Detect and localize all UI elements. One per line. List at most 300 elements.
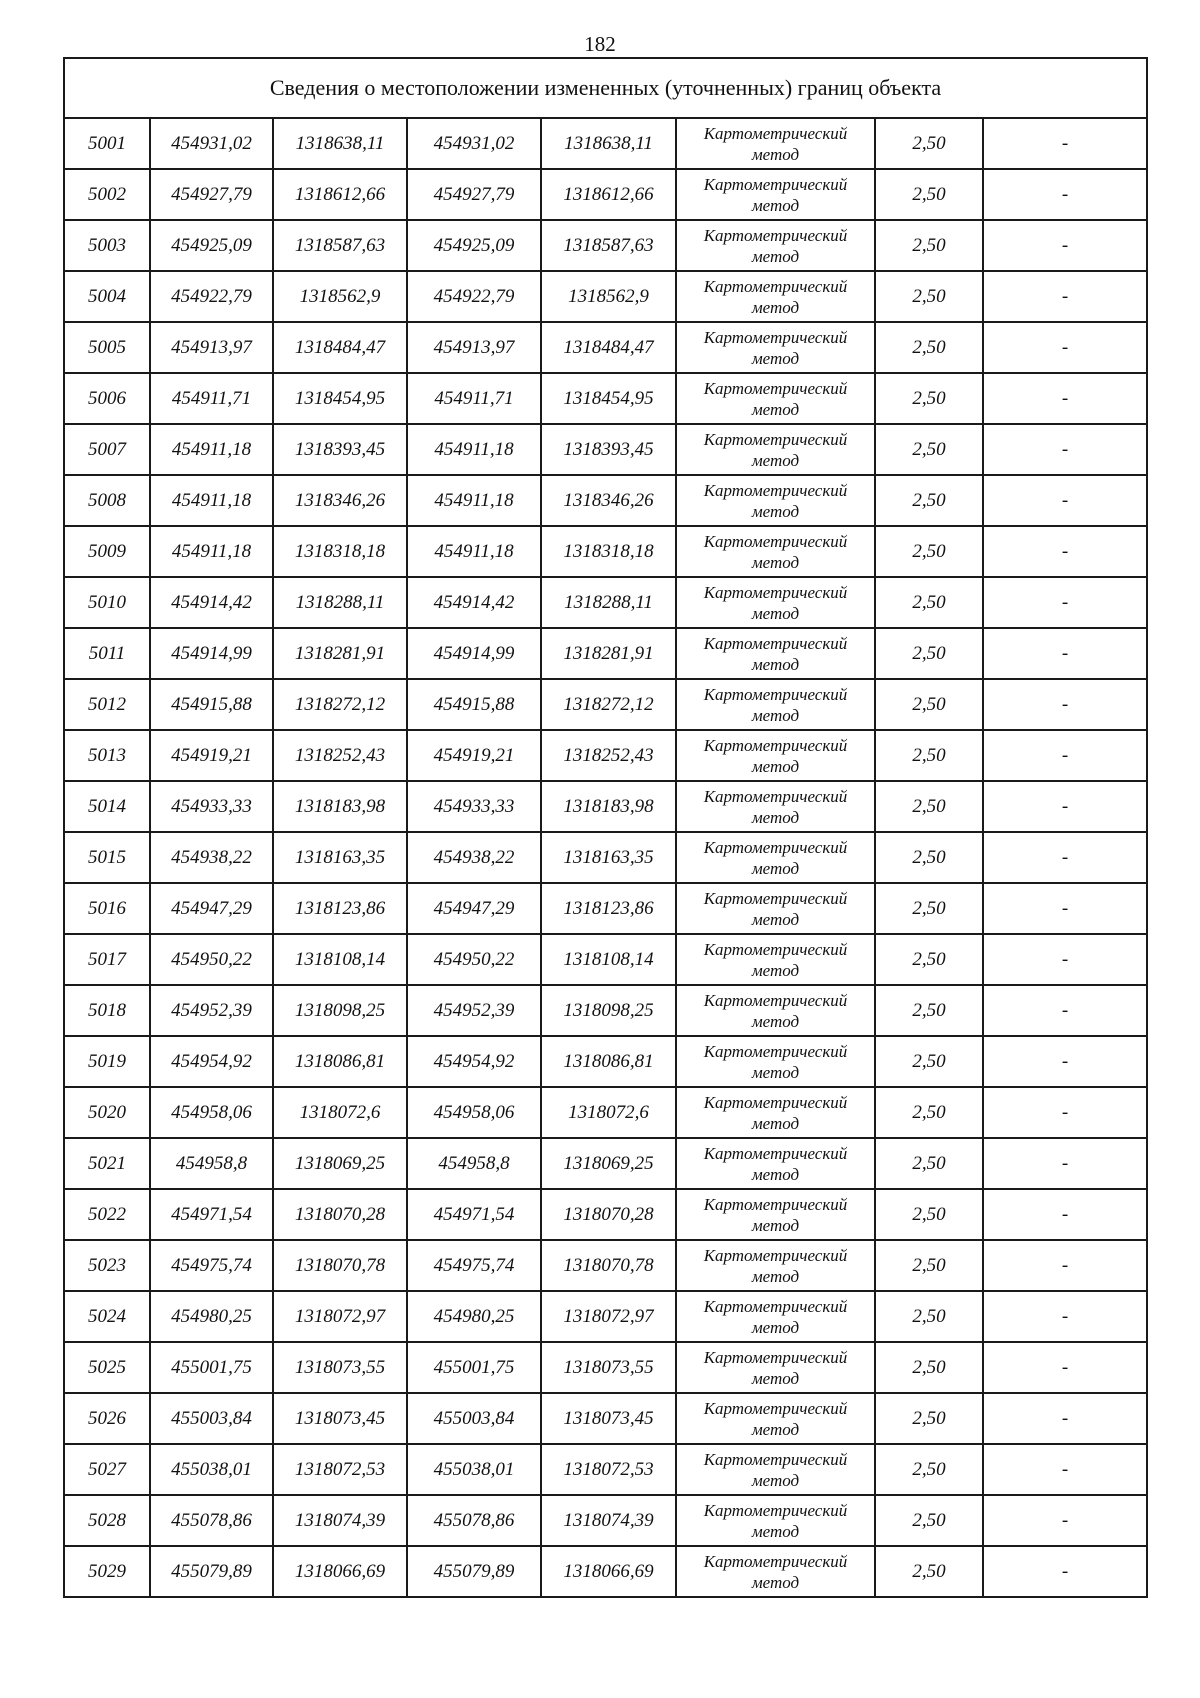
method-line-2: метод xyxy=(751,1419,800,1439)
y-new-cell: 1318393,45 xyxy=(541,424,676,475)
x-new-cell: 454915,88 xyxy=(407,679,541,730)
note-cell: - xyxy=(983,169,1147,220)
method-line-2: метод xyxy=(751,450,800,470)
table-row xyxy=(64,373,1147,424)
table-row xyxy=(64,1393,1147,1444)
note-cell: - xyxy=(983,1189,1147,1240)
note-cell: - xyxy=(983,220,1147,271)
x-new-cell: 454980,25 xyxy=(407,1291,541,1342)
method-cell xyxy=(676,679,875,730)
boundary-coordinates-table xyxy=(63,57,1148,1598)
x-old-cell: 454958,8 xyxy=(150,1138,273,1189)
table-row xyxy=(64,424,1147,475)
y-old-cell: 1318454,95 xyxy=(273,373,407,424)
method-line-2: метод xyxy=(751,807,800,827)
method-line-2: метод xyxy=(751,399,800,419)
method-line-1: Картометрический xyxy=(703,327,848,347)
y-old-cell: 1318163,35 xyxy=(273,832,407,883)
x-old-cell: 454911,18 xyxy=(150,526,273,577)
method-line-1: Картометрический xyxy=(703,633,848,653)
y-old-cell: 1318098,25 xyxy=(273,985,407,1036)
method-line-2: метод xyxy=(751,297,800,317)
accuracy-cell: 2,50 xyxy=(875,1495,983,1546)
y-old-cell: 1318281,91 xyxy=(273,628,407,679)
method-line-2: метод xyxy=(751,1164,800,1184)
table-row xyxy=(64,271,1147,322)
method-cell xyxy=(676,883,875,934)
y-old-cell: 1318072,6 xyxy=(273,1087,407,1138)
accuracy-cell: 2,50 xyxy=(875,832,983,883)
y-new-cell: 1318074,39 xyxy=(541,1495,676,1546)
y-new-cell: 1318072,97 xyxy=(541,1291,676,1342)
method-cell xyxy=(676,118,875,169)
point-number-cell: 5013 xyxy=(64,730,150,781)
method-line-1: Картометрический xyxy=(703,1245,848,1265)
note-cell: - xyxy=(983,628,1147,679)
y-old-cell: 1318070,78 xyxy=(273,1240,407,1291)
table-caption: Сведения о местоположении измененных (уточненных) границ объекта xyxy=(64,58,1147,118)
table-row xyxy=(64,577,1147,628)
note-cell: - xyxy=(983,577,1147,628)
method-line-2: метод xyxy=(751,195,800,215)
method-line-2: метод xyxy=(751,756,800,776)
table-row xyxy=(64,985,1147,1036)
y-new-cell: 1318288,11 xyxy=(541,577,676,628)
x-old-cell: 454915,88 xyxy=(150,679,273,730)
y-old-cell: 1318123,86 xyxy=(273,883,407,934)
method-line-1: Картометрический xyxy=(703,378,848,398)
method-cell xyxy=(676,1393,875,1444)
x-new-cell: 454913,97 xyxy=(407,322,541,373)
y-new-cell: 1318086,81 xyxy=(541,1036,676,1087)
accuracy-cell: 2,50 xyxy=(875,475,983,526)
method-line-2: метод xyxy=(751,552,800,572)
method-cell xyxy=(676,1291,875,1342)
y-new-cell: 1318281,91 xyxy=(541,628,676,679)
x-old-cell: 454954,92 xyxy=(150,1036,273,1087)
x-old-cell: 454922,79 xyxy=(150,271,273,322)
y-old-cell: 1318086,81 xyxy=(273,1036,407,1087)
y-old-cell: 1318587,63 xyxy=(273,220,407,271)
x-new-cell: 454911,18 xyxy=(407,424,541,475)
y-new-cell: 1318346,26 xyxy=(541,475,676,526)
y-new-cell: 1318318,18 xyxy=(541,526,676,577)
x-new-cell: 454952,39 xyxy=(407,985,541,1036)
method-line-2: метод xyxy=(751,603,800,623)
table-row xyxy=(64,781,1147,832)
accuracy-cell: 2,50 xyxy=(875,1342,983,1393)
x-old-cell: 454971,54 xyxy=(150,1189,273,1240)
x-old-cell: 454947,29 xyxy=(150,883,273,934)
method-cell xyxy=(676,1546,875,1597)
point-number-cell: 5002 xyxy=(64,169,150,220)
accuracy-cell: 2,50 xyxy=(875,271,983,322)
note-cell: - xyxy=(983,730,1147,781)
y-new-cell: 1318070,28 xyxy=(541,1189,676,1240)
x-old-cell: 454931,02 xyxy=(150,118,273,169)
note-cell: - xyxy=(983,322,1147,373)
method-line-1: Картометрический xyxy=(703,174,848,194)
point-number-cell: 5009 xyxy=(64,526,150,577)
y-old-cell: 1318272,12 xyxy=(273,679,407,730)
note-cell: - xyxy=(983,1087,1147,1138)
point-number-cell: 5001 xyxy=(64,118,150,169)
method-line-2: метод xyxy=(751,348,800,368)
method-cell xyxy=(676,781,875,832)
accuracy-cell: 2,50 xyxy=(875,985,983,1036)
note-cell: - xyxy=(983,1138,1147,1189)
method-cell xyxy=(676,985,875,1036)
table-row xyxy=(64,730,1147,781)
y-old-cell: 1318183,98 xyxy=(273,781,407,832)
table-row xyxy=(64,628,1147,679)
point-number-cell: 5029 xyxy=(64,1546,150,1597)
method-line-1: Картометрический xyxy=(703,888,848,908)
x-old-cell: 454950,22 xyxy=(150,934,273,985)
x-old-cell: 454980,25 xyxy=(150,1291,273,1342)
method-cell xyxy=(676,271,875,322)
method-line-1: Картометрический xyxy=(703,1143,848,1163)
table-row xyxy=(64,169,1147,220)
point-number-cell: 5011 xyxy=(64,628,150,679)
note-cell: - xyxy=(983,1342,1147,1393)
y-new-cell: 1318454,95 xyxy=(541,373,676,424)
x-old-cell: 455001,75 xyxy=(150,1342,273,1393)
method-cell xyxy=(676,1138,875,1189)
note-cell: - xyxy=(983,934,1147,985)
note-cell: - xyxy=(983,1291,1147,1342)
note-cell: - xyxy=(983,271,1147,322)
point-number-cell: 5016 xyxy=(64,883,150,934)
accuracy-cell: 2,50 xyxy=(875,1393,983,1444)
x-old-cell: 454911,18 xyxy=(150,475,273,526)
method-line-1: Картометрический xyxy=(703,123,848,143)
method-cell xyxy=(676,832,875,883)
note-cell: - xyxy=(983,1036,1147,1087)
point-number-cell: 5022 xyxy=(64,1189,150,1240)
y-old-cell: 1318288,11 xyxy=(273,577,407,628)
accuracy-cell: 2,50 xyxy=(875,169,983,220)
accuracy-cell: 2,50 xyxy=(875,1291,983,1342)
method-cell xyxy=(676,934,875,985)
x-old-cell: 454913,97 xyxy=(150,322,273,373)
accuracy-cell: 2,50 xyxy=(875,883,983,934)
point-number-cell: 5003 xyxy=(64,220,150,271)
x-new-cell: 454925,09 xyxy=(407,220,541,271)
x-old-cell: 454911,18 xyxy=(150,424,273,475)
table-row xyxy=(64,1444,1147,1495)
method-line-1: Картометрический xyxy=(703,582,848,602)
method-cell xyxy=(676,220,875,271)
note-cell: - xyxy=(983,373,1147,424)
note-cell: - xyxy=(983,1240,1147,1291)
table-row xyxy=(64,1342,1147,1393)
x-old-cell: 454952,39 xyxy=(150,985,273,1036)
x-new-cell: 454958,8 xyxy=(407,1138,541,1189)
method-line-2: метод xyxy=(751,1062,800,1082)
method-line-2: метод xyxy=(751,1011,800,1031)
method-line-1: Картометрический xyxy=(703,837,848,857)
x-old-cell: 454938,22 xyxy=(150,832,273,883)
method-line-1: Картометрический xyxy=(703,939,848,959)
y-new-cell: 1318073,45 xyxy=(541,1393,676,1444)
y-old-cell: 1318066,69 xyxy=(273,1546,407,1597)
note-cell: - xyxy=(983,1393,1147,1444)
x-old-cell: 455078,86 xyxy=(150,1495,273,1546)
table-row xyxy=(64,322,1147,373)
accuracy-cell: 2,50 xyxy=(875,1036,983,1087)
y-new-cell: 1318108,14 xyxy=(541,934,676,985)
y-old-cell: 1318108,14 xyxy=(273,934,407,985)
x-new-cell: 455001,75 xyxy=(407,1342,541,1393)
x-new-cell: 454933,33 xyxy=(407,781,541,832)
table-row xyxy=(64,1087,1147,1138)
page-number: 182 xyxy=(584,32,616,56)
x-new-cell: 455078,86 xyxy=(407,1495,541,1546)
method-cell xyxy=(676,424,875,475)
x-old-cell: 455003,84 xyxy=(150,1393,273,1444)
note-cell: - xyxy=(983,832,1147,883)
y-old-cell: 1318074,39 xyxy=(273,1495,407,1546)
x-old-cell: 454919,21 xyxy=(150,730,273,781)
point-number-cell: 5024 xyxy=(64,1291,150,1342)
point-number-cell: 5004 xyxy=(64,271,150,322)
y-old-cell: 1318070,28 xyxy=(273,1189,407,1240)
method-line-2: метод xyxy=(751,1572,800,1592)
method-line-1: Картометрический xyxy=(703,1449,848,1469)
method-line-2: метод xyxy=(751,654,800,674)
x-old-cell: 455038,01 xyxy=(150,1444,273,1495)
accuracy-cell: 2,50 xyxy=(875,730,983,781)
method-line-1: Картометрический xyxy=(703,1092,848,1112)
table-row xyxy=(64,118,1147,169)
x-new-cell: 454931,02 xyxy=(407,118,541,169)
table-row xyxy=(64,934,1147,985)
x-new-cell: 454938,22 xyxy=(407,832,541,883)
y-old-cell: 1318073,55 xyxy=(273,1342,407,1393)
table-row xyxy=(64,1036,1147,1087)
note-cell: - xyxy=(983,679,1147,730)
accuracy-cell: 2,50 xyxy=(875,1087,983,1138)
method-cell xyxy=(676,1444,875,1495)
y-new-cell: 1318123,86 xyxy=(541,883,676,934)
accuracy-cell: 2,50 xyxy=(875,628,983,679)
x-new-cell: 455079,89 xyxy=(407,1546,541,1597)
method-cell xyxy=(676,730,875,781)
point-number-cell: 5028 xyxy=(64,1495,150,1546)
method-line-2: метод xyxy=(751,1368,800,1388)
method-line-2: метод xyxy=(751,1317,800,1337)
point-number-cell: 5026 xyxy=(64,1393,150,1444)
method-line-1: Картометрический xyxy=(703,276,848,296)
note-cell: - xyxy=(983,1495,1147,1546)
point-number-cell: 5017 xyxy=(64,934,150,985)
point-number-cell: 5015 xyxy=(64,832,150,883)
point-number-cell: 5014 xyxy=(64,781,150,832)
accuracy-cell: 2,50 xyxy=(875,526,983,577)
y-old-cell: 1318318,18 xyxy=(273,526,407,577)
point-number-cell: 5023 xyxy=(64,1240,150,1291)
method-line-2: метод xyxy=(751,705,800,725)
method-line-2: метод xyxy=(751,246,800,266)
method-line-2: метод xyxy=(751,909,800,929)
y-new-cell: 1318638,11 xyxy=(541,118,676,169)
method-line-1: Картометрический xyxy=(703,1194,848,1214)
y-old-cell: 1318393,45 xyxy=(273,424,407,475)
accuracy-cell: 2,50 xyxy=(875,373,983,424)
method-line-2: метод xyxy=(751,1470,800,1490)
x-old-cell: 455079,89 xyxy=(150,1546,273,1597)
y-new-cell: 1318562,9 xyxy=(541,271,676,322)
x-old-cell: 454914,99 xyxy=(150,628,273,679)
table-row xyxy=(64,1240,1147,1291)
y-old-cell: 1318612,66 xyxy=(273,169,407,220)
x-old-cell: 454914,42 xyxy=(150,577,273,628)
accuracy-cell: 2,50 xyxy=(875,679,983,730)
note-cell: - xyxy=(983,526,1147,577)
x-new-cell: 454975,74 xyxy=(407,1240,541,1291)
point-number-cell: 5018 xyxy=(64,985,150,1036)
table-row xyxy=(64,883,1147,934)
point-number-cell: 5005 xyxy=(64,322,150,373)
x-new-cell: 454971,54 xyxy=(407,1189,541,1240)
table-row xyxy=(64,1495,1147,1546)
point-number-cell: 5025 xyxy=(64,1342,150,1393)
method-line-2: метод xyxy=(751,1215,800,1235)
method-line-1: Картометрический xyxy=(703,1500,848,1520)
point-number-cell: 5010 xyxy=(64,577,150,628)
method-line-1: Картометрический xyxy=(703,1041,848,1061)
table-row xyxy=(64,1291,1147,1342)
table-row xyxy=(64,526,1147,577)
table-row xyxy=(64,679,1147,730)
point-number-cell: 5012 xyxy=(64,679,150,730)
y-old-cell: 1318072,97 xyxy=(273,1291,407,1342)
table-row xyxy=(64,832,1147,883)
accuracy-cell: 2,50 xyxy=(875,220,983,271)
method-line-1: Картометрический xyxy=(703,786,848,806)
method-line-1: Картометрический xyxy=(703,531,848,551)
method-line-1: Картометрический xyxy=(703,735,848,755)
point-number-cell: 5008 xyxy=(64,475,150,526)
y-new-cell: 1318272,12 xyxy=(541,679,676,730)
method-line-2: метод xyxy=(751,1113,800,1133)
point-number-cell: 5006 xyxy=(64,373,150,424)
point-number-cell: 5019 xyxy=(64,1036,150,1087)
y-new-cell: 1318252,43 xyxy=(541,730,676,781)
table-row xyxy=(64,220,1147,271)
point-number-cell: 5020 xyxy=(64,1087,150,1138)
method-cell xyxy=(676,1189,875,1240)
y-old-cell: 1318638,11 xyxy=(273,118,407,169)
x-new-cell: 454922,79 xyxy=(407,271,541,322)
note-cell: - xyxy=(983,781,1147,832)
method-cell xyxy=(676,628,875,679)
method-line-1: Картометрический xyxy=(703,429,848,449)
y-new-cell: 1318587,63 xyxy=(541,220,676,271)
x-new-cell: 454947,29 xyxy=(407,883,541,934)
table-caption-row xyxy=(64,58,1147,118)
table-row xyxy=(64,475,1147,526)
method-cell xyxy=(676,169,875,220)
x-old-cell: 454911,71 xyxy=(150,373,273,424)
method-line-1: Картометрический xyxy=(703,1296,848,1316)
method-cell xyxy=(676,1342,875,1393)
y-old-cell: 1318069,25 xyxy=(273,1138,407,1189)
method-line-1: Картометрический xyxy=(703,684,848,704)
method-line-2: метод xyxy=(751,1521,800,1541)
method-cell xyxy=(676,475,875,526)
x-new-cell: 454927,79 xyxy=(407,169,541,220)
y-new-cell: 1318070,78 xyxy=(541,1240,676,1291)
method-cell xyxy=(676,526,875,577)
point-number-cell: 5021 xyxy=(64,1138,150,1189)
x-new-cell: 454958,06 xyxy=(407,1087,541,1138)
x-new-cell: 455003,84 xyxy=(407,1393,541,1444)
x-new-cell: 454911,18 xyxy=(407,526,541,577)
method-line-1: Картометрический xyxy=(703,1551,848,1571)
method-cell xyxy=(676,1240,875,1291)
x-old-cell: 454925,09 xyxy=(150,220,273,271)
x-old-cell: 454958,06 xyxy=(150,1087,273,1138)
accuracy-cell: 2,50 xyxy=(875,577,983,628)
y-old-cell: 1318484,47 xyxy=(273,322,407,373)
method-line-2: метод xyxy=(751,858,800,878)
method-cell xyxy=(676,1036,875,1087)
y-new-cell: 1318072,53 xyxy=(541,1444,676,1495)
note-cell: - xyxy=(983,1444,1147,1495)
y-new-cell: 1318484,47 xyxy=(541,322,676,373)
accuracy-cell: 2,50 xyxy=(875,1240,983,1291)
note-cell: - xyxy=(983,985,1147,1036)
accuracy-cell: 2,50 xyxy=(875,1444,983,1495)
method-cell xyxy=(676,1087,875,1138)
x-new-cell: 454919,21 xyxy=(407,730,541,781)
note-cell: - xyxy=(983,883,1147,934)
accuracy-cell: 2,50 xyxy=(875,118,983,169)
x-new-cell: 454914,99 xyxy=(407,628,541,679)
y-new-cell: 1318098,25 xyxy=(541,985,676,1036)
x-new-cell: 455038,01 xyxy=(407,1444,541,1495)
method-line-2: метод xyxy=(751,1266,800,1286)
y-old-cell: 1318346,26 xyxy=(273,475,407,526)
method-line-1: Картометрический xyxy=(703,1398,848,1418)
x-old-cell: 454975,74 xyxy=(150,1240,273,1291)
method-line-2: метод xyxy=(751,501,800,521)
method-line-1: Картометрический xyxy=(703,225,848,245)
x-new-cell: 454911,18 xyxy=(407,475,541,526)
table-row xyxy=(64,1189,1147,1240)
accuracy-cell: 2,50 xyxy=(875,1546,983,1597)
method-cell xyxy=(676,577,875,628)
point-number-cell: 5027 xyxy=(64,1444,150,1495)
table-row xyxy=(64,1546,1147,1597)
x-new-cell: 454950,22 xyxy=(407,934,541,985)
note-cell: - xyxy=(983,1546,1147,1597)
point-number-cell: 5007 xyxy=(64,424,150,475)
accuracy-cell: 2,50 xyxy=(875,424,983,475)
accuracy-cell: 2,50 xyxy=(875,934,983,985)
y-old-cell: 1318252,43 xyxy=(273,730,407,781)
y-new-cell: 1318072,6 xyxy=(541,1087,676,1138)
y-new-cell: 1318069,25 xyxy=(541,1138,676,1189)
y-old-cell: 1318072,53 xyxy=(273,1444,407,1495)
note-cell: - xyxy=(983,475,1147,526)
x-new-cell: 454954,92 xyxy=(407,1036,541,1087)
method-cell xyxy=(676,373,875,424)
method-line-1: Картометрический xyxy=(703,1347,848,1367)
accuracy-cell: 2,50 xyxy=(875,781,983,832)
